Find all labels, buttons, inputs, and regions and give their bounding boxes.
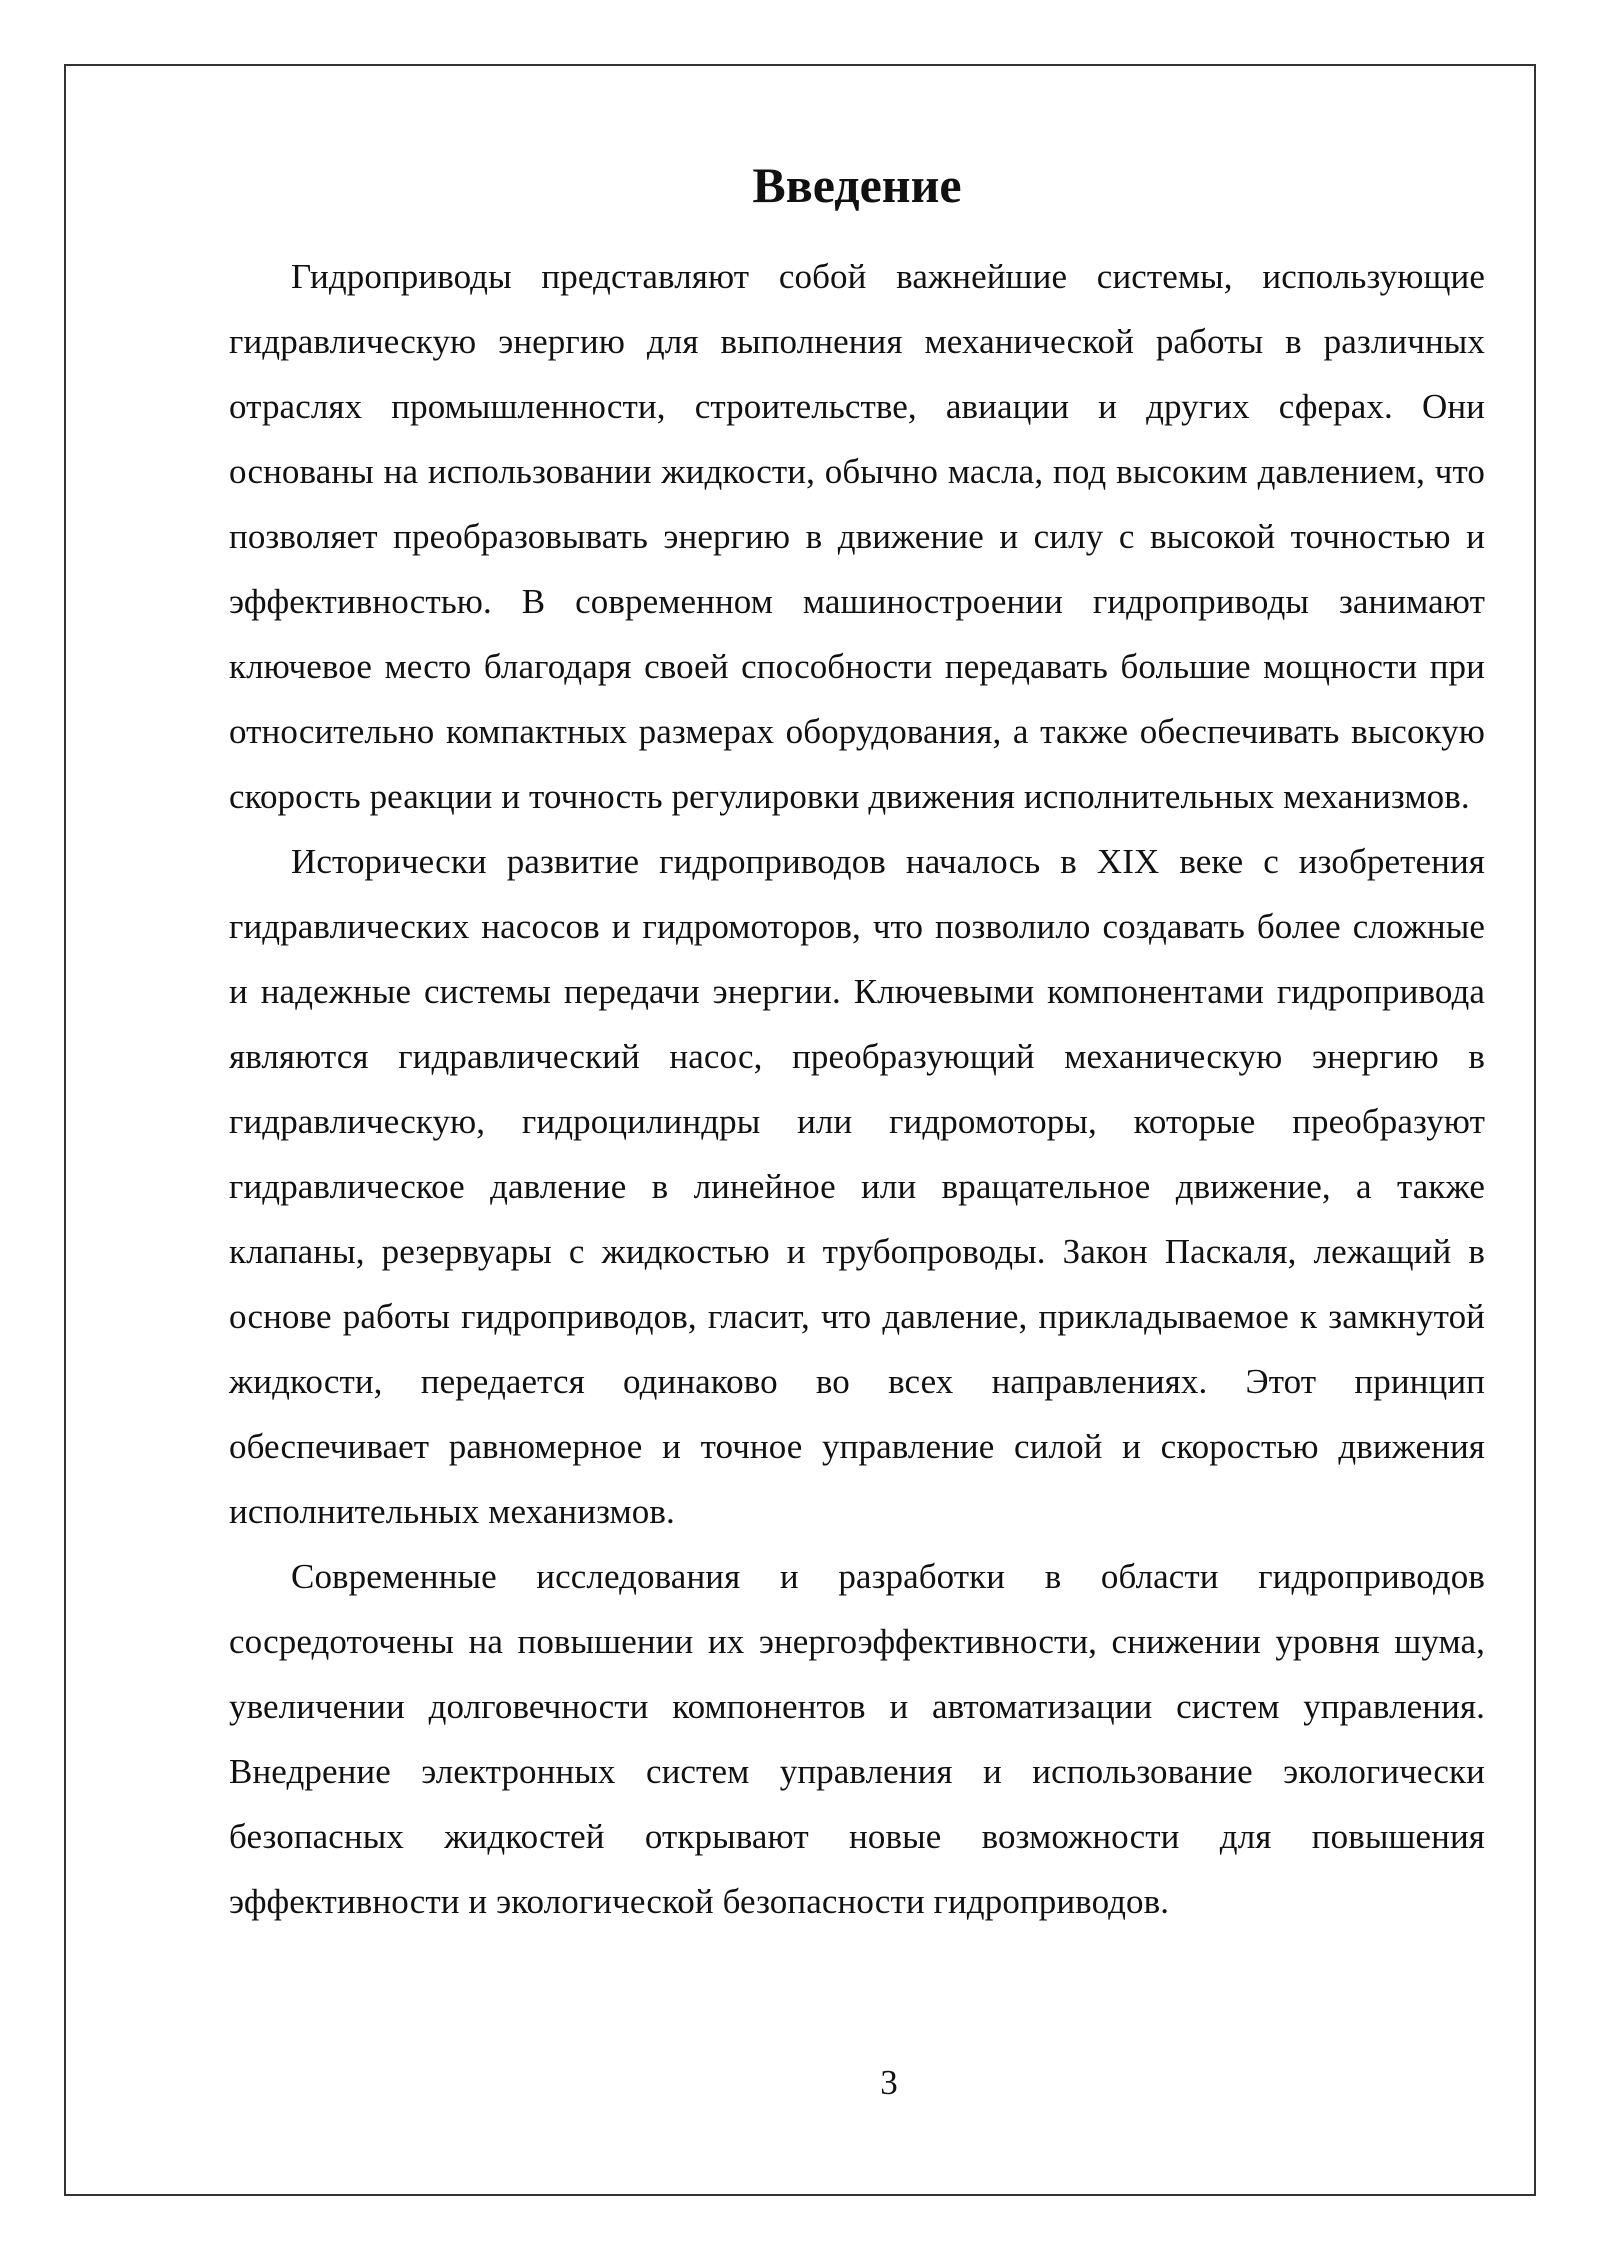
paragraph-intro: Гидроприводы представляют собой важнейшие системы, использующие гидравлическую энергию для выполнения механической работы в различных отраслях промышленности, строительстве, авиации и других сферах. Они основаны на использовании жидкости, обычно масла, под высоким давлением, что позволяет преобразовывать энергию в движение и силу с высокой точностью и эффективностью. В современном машиностроении гидроприводы занимают ключевое место благодаря своей способности передавать большие мощности при относительно компактных размерах оборудования, а также обеспечивать высокую скорость реакции и точность регулировки движения исполнительных механизмов. [229, 257, 1485, 816]
paragraph-research: Современные исследования и разработки в области гидроприводов сосредоточены на повышении их энергоэффективности, снижении уровня шума, увеличении долговечности компонентов и автоматизации систем управления. Внедрение электронных систем управления и использование экологически безопасных жидкостей открывают новые возможности для повышения эффективности и экологической безопасности гидроприводов. [229, 1557, 1485, 1921]
paragraph-history: Исторически развитие гидроприводов началось в XIX веке с изобретения гидравлических насосов и гидромоторов, что позволило создавать более сложные и надежные системы передачи энергии. Ключевыми компонентами гидропривода являются гидравлический насос, преобразующий механическую энергию в гидравлическую, гидроцилиндры или гидромоторы, которые преобразуют гидравлическое давление в линейное или вращательное движение, а также клапаны, резервуары с жидкостью и трубопроводы. Закон Паскаля, лежащий в основе работы гидроприводов, гласит, что давление, прикладываемое к замкнутой жидкости, передается одинаково во всех направлениях. Этот принцип обеспечивает равномерное и точное управление силой и скоростью движения исполнительных механизмов. [229, 842, 1485, 1531]
page-content [229, 150, 1485, 1934]
page-title: Введение [752, 157, 962, 213]
page-number: 3 [880, 2063, 898, 2102]
